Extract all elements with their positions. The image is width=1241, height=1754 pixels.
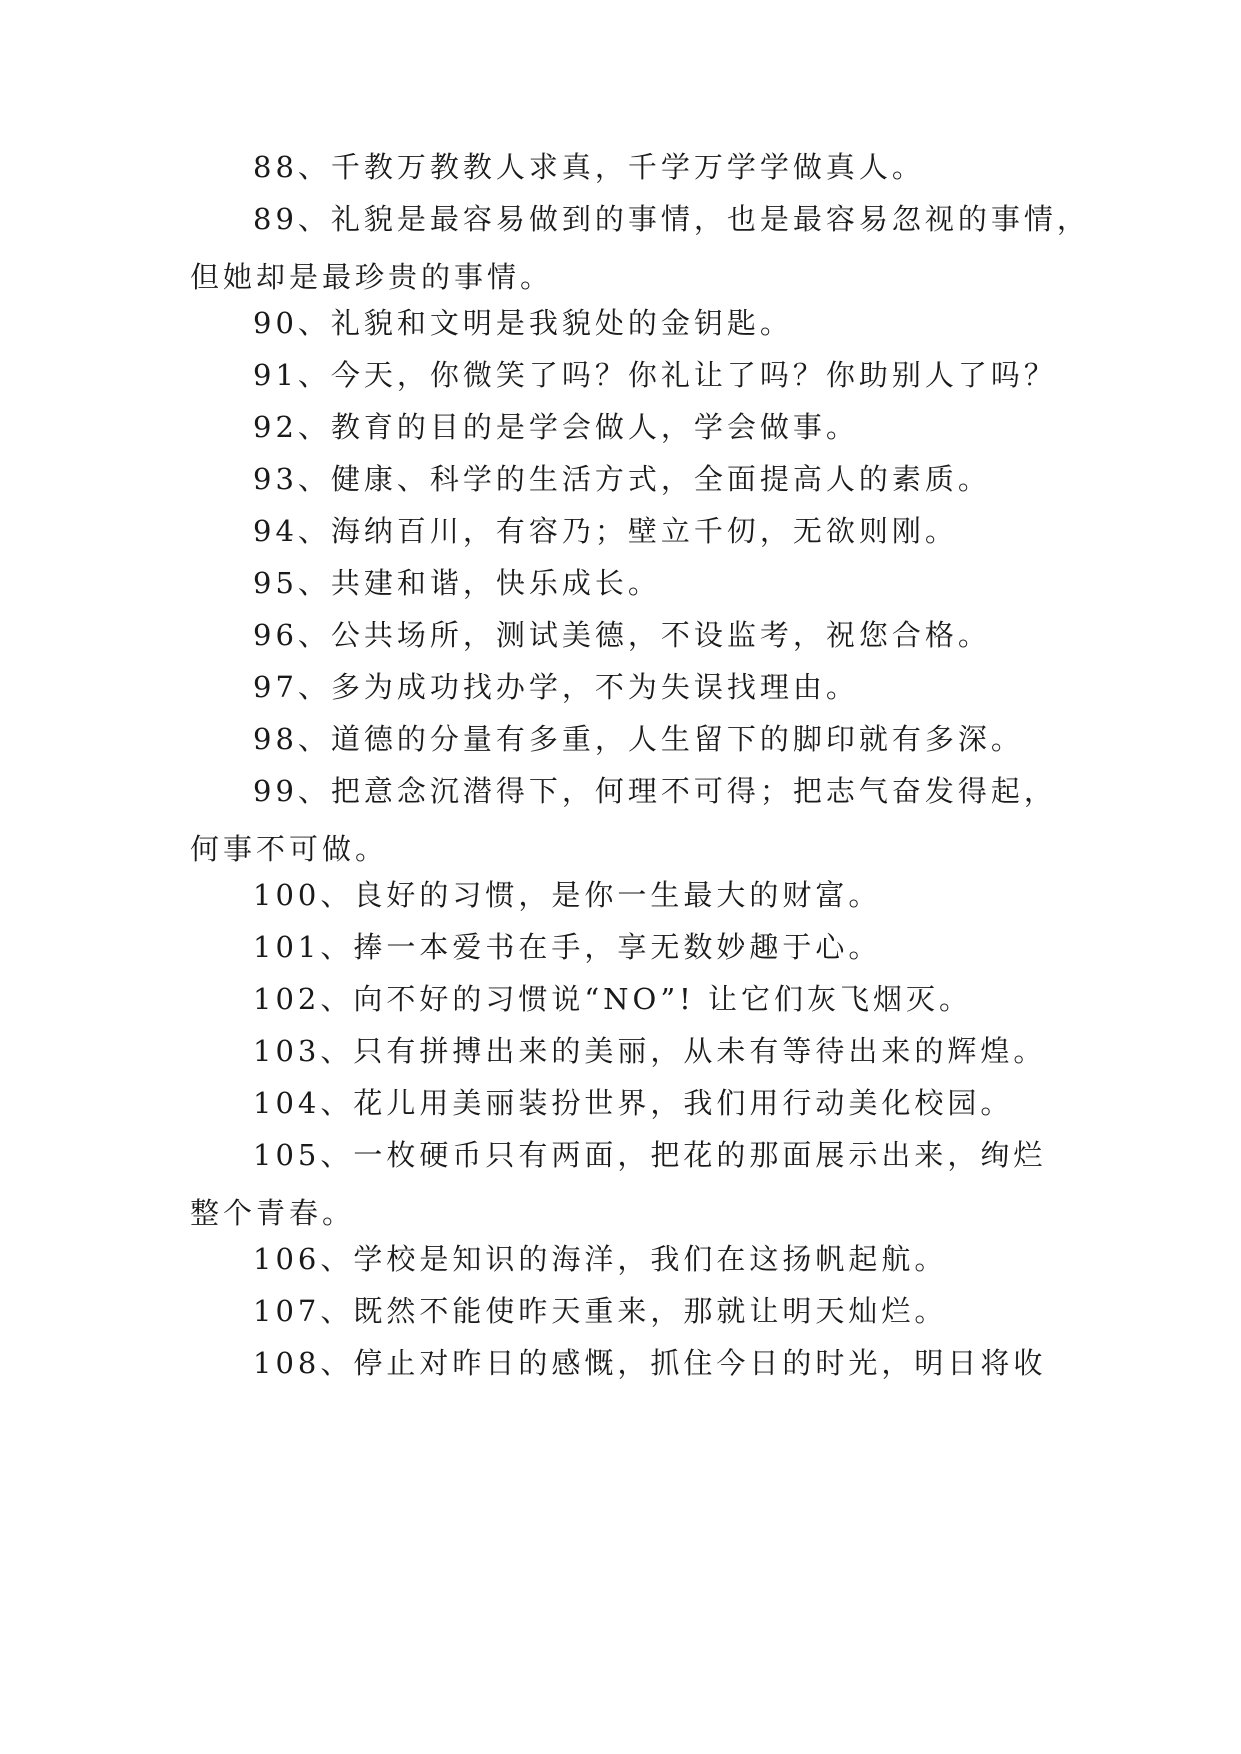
paragraph-line: 108、停止对昨日的感慨，抓住今日的时光，明日将收 — [253, 1346, 1047, 1380]
paragraph-94 — [190, 502, 1060, 560]
paragraph-line: 整个青春。 — [190, 1196, 356, 1230]
paragraph-96 — [190, 606, 1060, 664]
paragraph-103 — [190, 1022, 1060, 1080]
paragraph-104 — [190, 1074, 1060, 1132]
paragraph-line: 105、一枚硬币只有两面，把花的那面展示出来，绚烂 — [253, 1138, 1047, 1172]
paragraph-line: 93、健康、科学的生活方式，全面提高人的素质。 — [253, 462, 991, 496]
paragraph-90 — [190, 294, 1060, 352]
paragraph-89 — [190, 190, 1090, 306]
paragraph-line: 104、花儿用美丽装扮世界，我们用行动美化校园。 — [253, 1086, 1014, 1120]
paragraph-line: 96、公共场所，测试美德，不设监考，祝您合格。 — [253, 618, 991, 652]
paragraph-99 — [190, 762, 1060, 878]
paragraph-line: 90、礼貌和文明是我貌处的金钥匙。 — [253, 306, 793, 340]
paragraph-line: 91、今天，你微笑了吗？你礼让了吗？你助别人了吗？ — [253, 358, 1057, 392]
paragraph-91 — [190, 346, 1060, 404]
paragraph-97 — [190, 658, 1060, 716]
paragraph-100 — [190, 866, 1060, 924]
paragraph-line: 101、捧一本爱书在手，享无数妙趣于心。 — [253, 930, 882, 964]
paragraph-line: 89、礼貌是最容易做到的事情，也是最容易忽视的事情， — [253, 202, 1090, 236]
paragraph-line: 94、海纳百川，有容乃；壁立千仞，无欲则刚。 — [253, 514, 958, 548]
paragraph-line: 99、把意念沉潜得下，何理不可得；把志气奋发得起， — [253, 774, 1057, 808]
paragraph-line: 92、教育的目的是学会做人，学会做事。 — [253, 410, 859, 444]
paragraph-line: 97、多为成功找办学，不为失误找理由。 — [253, 670, 859, 704]
paragraph-98 — [190, 710, 1060, 768]
paragraph-106 — [190, 1230, 1060, 1288]
paragraph-line: 102、向不好的习惯说“NO”! 让它们灰飞烟灭。 — [253, 982, 973, 1016]
paragraph-line: 95、共建和谐，快乐成长。 — [253, 566, 661, 600]
paragraph-107 — [190, 1282, 1060, 1340]
paragraph-105 — [190, 1126, 1060, 1242]
paragraph-line: 103、只有拼搏出来的美丽，从未有等待出来的辉煌。 — [253, 1034, 1047, 1068]
paragraph-92 — [190, 398, 1060, 456]
paragraph-line: 98、道德的分量有多重，人生留下的脚印就有多深。 — [253, 722, 1024, 756]
paragraph-line: 何事不可做。 — [190, 832, 389, 866]
paragraph-108 — [190, 1334, 1060, 1392]
paragraph-line: 106、学校是知识的海洋，我们在这扬帆起航。 — [253, 1242, 948, 1276]
paragraph-line: 107、既然不能使昨天重来，那就让明天灿烂。 — [253, 1294, 948, 1328]
paragraph-88 — [190, 138, 1060, 196]
paragraph-101 — [190, 918, 1060, 976]
paragraph-line: 100、良好的习惯，是你一生最大的财富。 — [253, 878, 882, 912]
paragraph-line: 88、千教万教教人求真，千学万学学做真人。 — [253, 150, 925, 184]
paragraph-102 — [190, 970, 1060, 1028]
paragraph-line: 但她却是最珍贵的事情。 — [190, 260, 554, 294]
paragraph-93 — [190, 450, 1060, 508]
paragraph-95 — [190, 554, 1060, 612]
